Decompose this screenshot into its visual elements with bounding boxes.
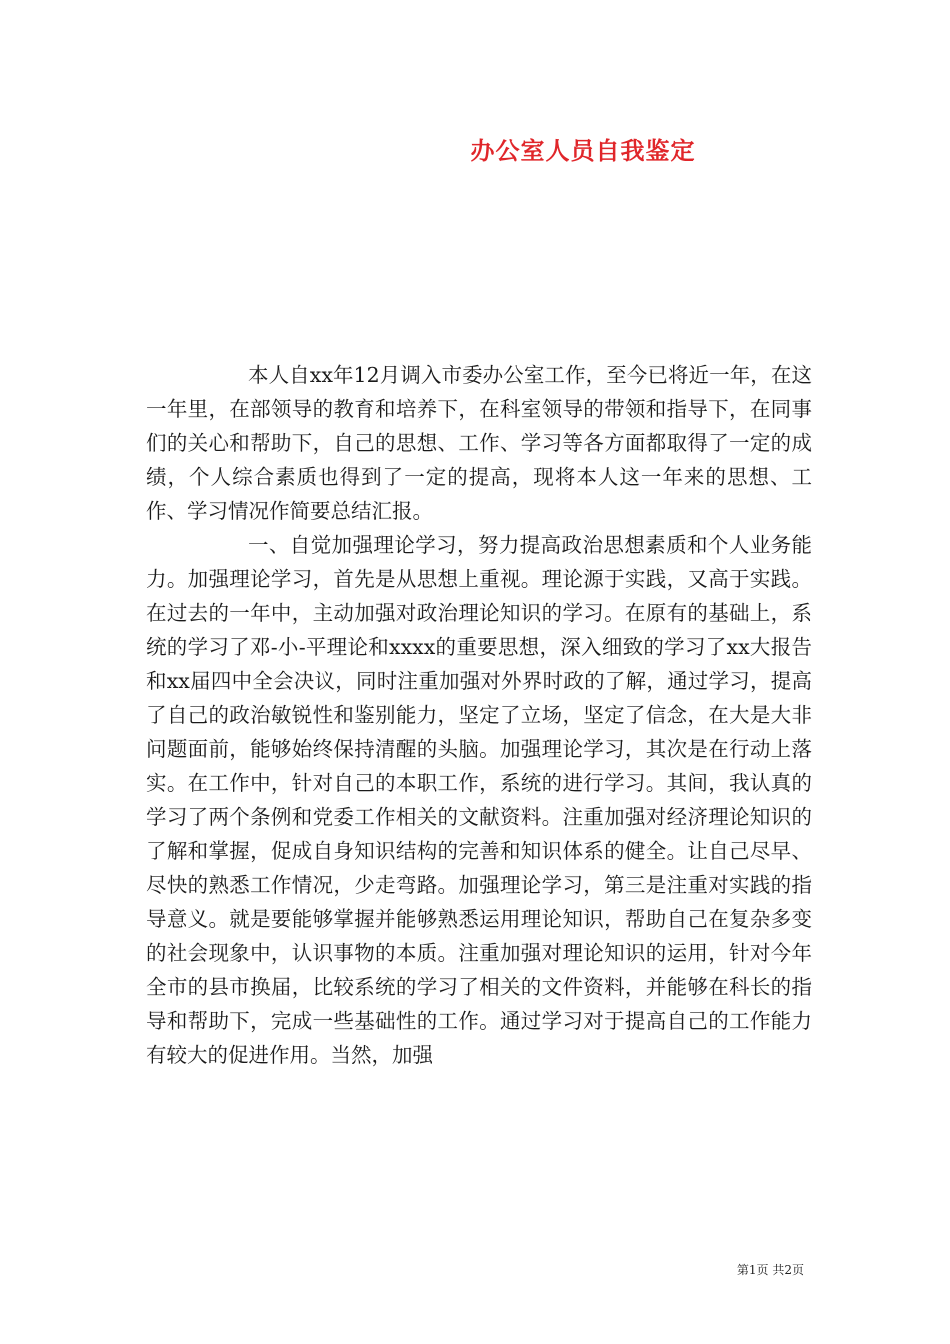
paragraph-intro: 本人自xx年12月调入市委办公室工作，至今已将近一年，在这一年里，在部领导的教育和培养下，在科室领导的带领和指导下，在同事们的关心和帮助下，自己的思想、工作、学习等各方面都取得了一定的成绩，个人综合素质也得到了一定的提高，现将本人这一年来的思想、工作、学习情况作简要总结汇报。: [146, 363, 812, 523]
document-body: [146, 358, 812, 1072]
paragraph-section-one: 一、自觉加强理论学习，努力提高政治思想素质和个人业务能力。加强理论学习，首先是从思想上重视。理论源于实践，又高于实践。在过去的一年中，主动加强对政治理论知识的学习。在原有的基础上，系统的学习了邓-小-平理论和xxxx的重要思想，深入细致的学习了xx大报告和xx届四中全会决议，同时注重加强对外界时政的了解，通过学习，提高了自己的政治敏锐性和鉴别能力，坚定了立场，坚定了信念，在大是大非问题面前，能够始终保持清醒的头脑。加强理论学习，其次是在行动上落实。在工作中，针对自己的本职工作，系统的进行学习。其间，我认真的学习了两个条例和党委工作相关的文献资料。注重加强对经济理论知识的了解和掌握，促成自身知识结构的完善和知识体系的健全。让自己尽早、尽快的熟悉工作情况，少走弯路。加强理论学习，第三是注重对实践的指导意义。就是要能够掌握并能够熟悉运用理论知识，帮助自己在复杂多变的社会现象中，认识事物的本质。注重加强对理论知识的运用，针对今年全市的县市换届，比较系统的学习了相关的文件资料，并能够在科长的指导和帮助下，完成一些基础性的工作。通过学习对于提高自己的工作能力有较大的促进作用。当然，加强: [146, 533, 812, 1067]
page-number-footer: 第1页 共2页: [736, 1263, 804, 1277]
document-title: 办公室人员自我鉴定: [470, 136, 696, 165]
